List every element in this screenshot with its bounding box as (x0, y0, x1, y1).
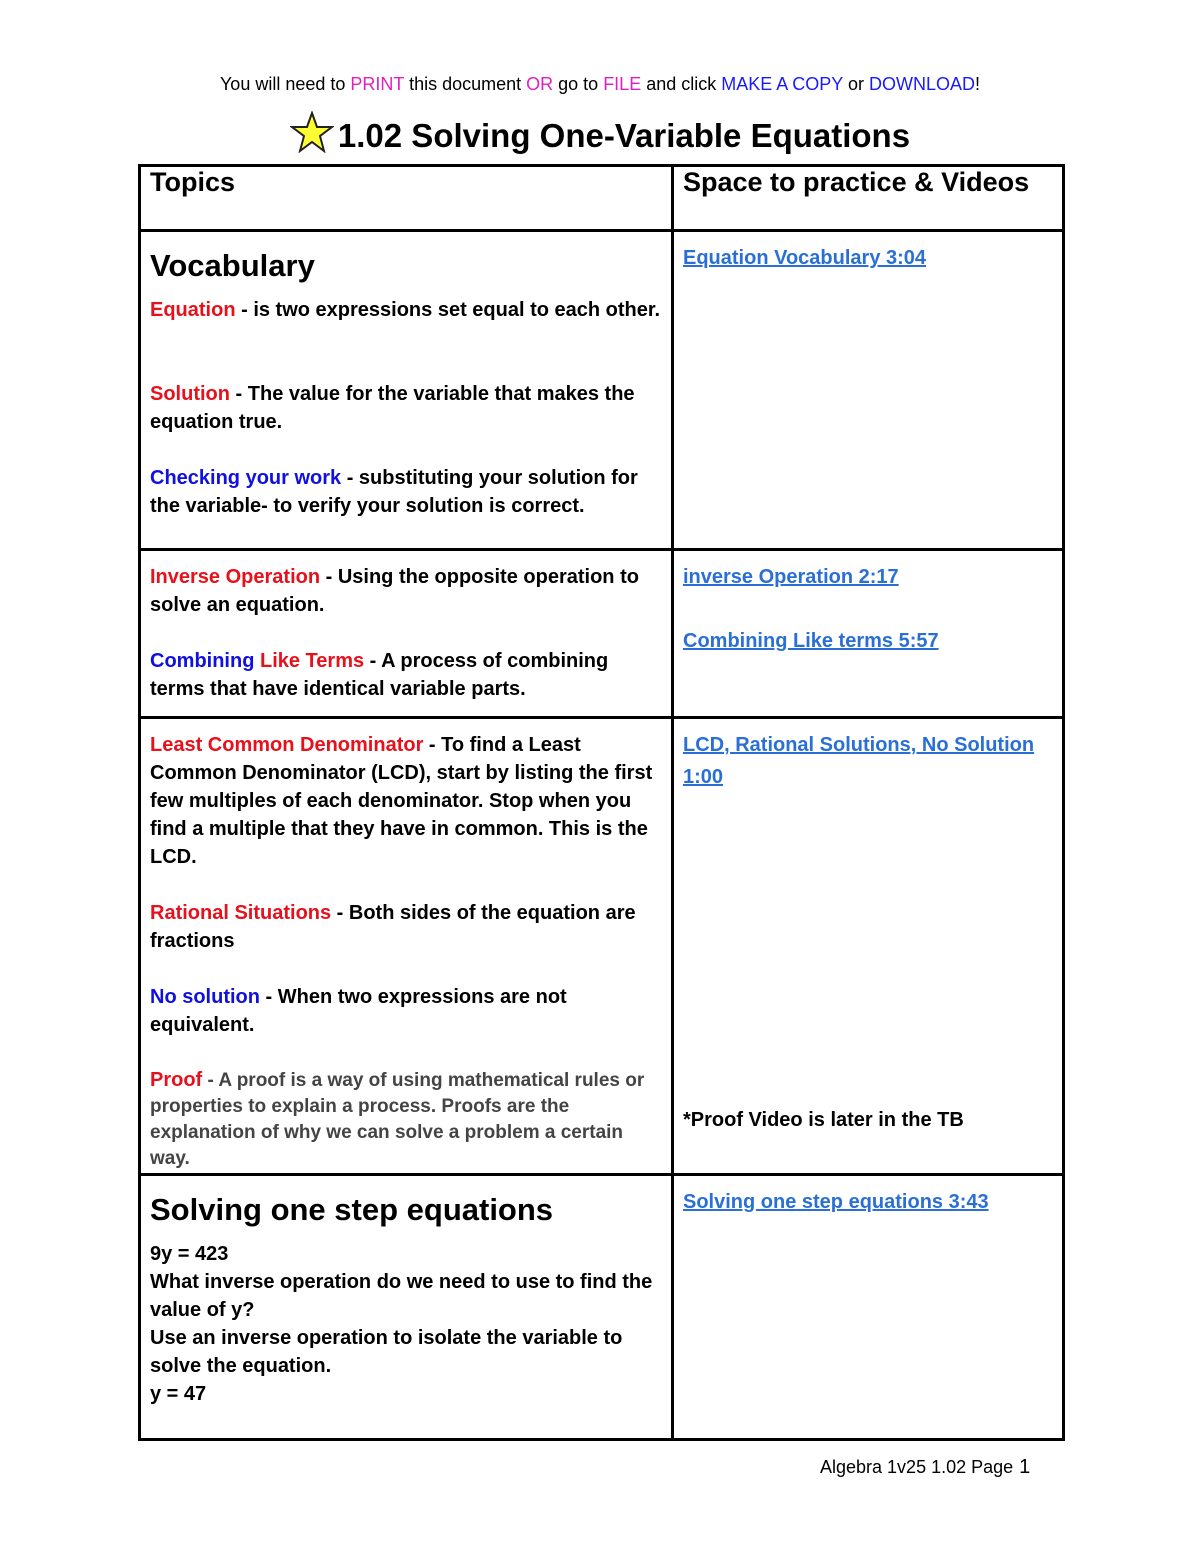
combining-term-b: Like Terms (259, 650, 365, 672)
lcd-videos-cell (673, 718, 1064, 1175)
notice-text-3: go to (553, 74, 604, 94)
inverse-term: Inverse Operation (150, 566, 321, 588)
checking-def: - substituting your solution for the variable- to verify your solution is correct. (150, 467, 638, 517)
table-row (140, 718, 1064, 1175)
lcd-definition (150, 731, 663, 871)
page-title (0, 108, 1200, 164)
inverse-cell (140, 550, 673, 718)
equation-def: - is two expressions set equal to each other. (235, 299, 661, 321)
header-practice-videos: Space to practice & Videos (673, 166, 1064, 231)
inverse-def: - Using the opposite operation to solve an equation. (150, 566, 639, 616)
notice-text-5: or (842, 74, 869, 94)
lcd-term: Least Common Denominator (150, 734, 424, 756)
proof-video-note: *Proof Video is later in the TB (683, 1109, 964, 1131)
one-step-line-3: Use an inverse operation to isolate the variable to solve the equation. (150, 1327, 623, 1377)
header-topics: Topics (140, 166, 673, 231)
rational-def: - Both sides of the equation are fractions (150, 902, 636, 952)
notice-file: FILE (603, 74, 642, 94)
one-step-line-4: y = 47 (150, 1383, 207, 1405)
rational-term: Rational Situations (150, 902, 332, 924)
proof-def: - A proof is a way of using mathematical rules or properties to explain a process. Proofs are the explanation of why we can solve a problem a certain way. (150, 1070, 645, 1169)
notice-or: OR (526, 74, 554, 94)
lcd-def: - To find a Least Common Denominator (LCD), start by listing the first few multiples of each denominator. Stop when you find a multiple that they have in common. This is the LCD. (150, 734, 653, 868)
notice-text-1: You will need to (219, 74, 351, 94)
inverse-operation-video-link[interactable]: inverse Operation 2:17 (683, 566, 899, 588)
lcd-rational-no-solution-video-link[interactable]: LCD, Rational Solutions, No Solution 1:00 (683, 734, 1035, 788)
footer-text: Algebra 1v25 1.02 Page (820, 1457, 1014, 1477)
one-step-line-2: What inverse operation do we need to use to find the value of y? (150, 1271, 653, 1321)
checking-term: Checking your work (150, 467, 342, 489)
notice-text-6: ! (975, 74, 981, 94)
proof-definition (150, 1067, 663, 1172)
table-row (140, 1175, 1064, 1440)
inverse-videos-cell (673, 550, 1064, 718)
rational-definition (150, 899, 663, 955)
combining-definition (150, 647, 663, 703)
combining-term-a: Combining (150, 650, 260, 672)
print-notice (0, 74, 1200, 95)
no-solution-term: No solution (150, 986, 260, 1008)
notice-text-4: and click (641, 74, 722, 94)
equation-definition (150, 296, 663, 324)
solution-term: Solution (150, 383, 230, 405)
topics-table (138, 164, 1065, 1441)
combining-like-terms-video-link[interactable]: Combining Like terms 5:57 (683, 630, 939, 652)
one-step-videos-cell (673, 1175, 1064, 1440)
vocabulary-cell (140, 231, 673, 550)
page-title-text: 1.02 Solving One-Variable Equations (337, 117, 911, 154)
notice-download: DOWNLOAD (869, 74, 976, 94)
one-step-heading: Solving one step equations (150, 1192, 554, 1227)
solution-definition (150, 380, 663, 436)
notice-print: PRINT (350, 74, 405, 94)
one-step-line-1: 9y = 423 (150, 1243, 229, 1265)
no-solution-def: - When two expressions are not equivalent. (150, 986, 567, 1036)
checking-definition (150, 464, 663, 520)
equation-vocabulary-video-link[interactable]: Equation Vocabulary 3:04 (683, 247, 927, 269)
table-row (140, 550, 1064, 718)
equation-term: Equation (150, 299, 236, 321)
notice-text-2: this document (404, 74, 527, 94)
proof-term: Proof (150, 1069, 203, 1091)
star-icon (290, 111, 334, 153)
page-number: 1 (1019, 1456, 1031, 1478)
table-header-row (140, 166, 1064, 231)
no-solution-definition (150, 983, 663, 1039)
vocabulary-heading: Vocabulary (150, 248, 315, 283)
page-footer (820, 1456, 1030, 1479)
solving-one-step-video-link[interactable]: Solving one step equations 3:43 (683, 1191, 989, 1213)
lcd-cell (140, 718, 673, 1175)
vocabulary-videos-cell (673, 231, 1064, 550)
inverse-definition (150, 563, 663, 619)
combining-def: - A process of combining terms that have identical variable parts. (150, 650, 609, 700)
one-step-cell (140, 1175, 673, 1440)
table-row (140, 231, 1064, 550)
solution-def: - The value for the variable that makes the equation true. (150, 383, 635, 433)
notice-make-copy: MAKE A COPY (721, 74, 843, 94)
